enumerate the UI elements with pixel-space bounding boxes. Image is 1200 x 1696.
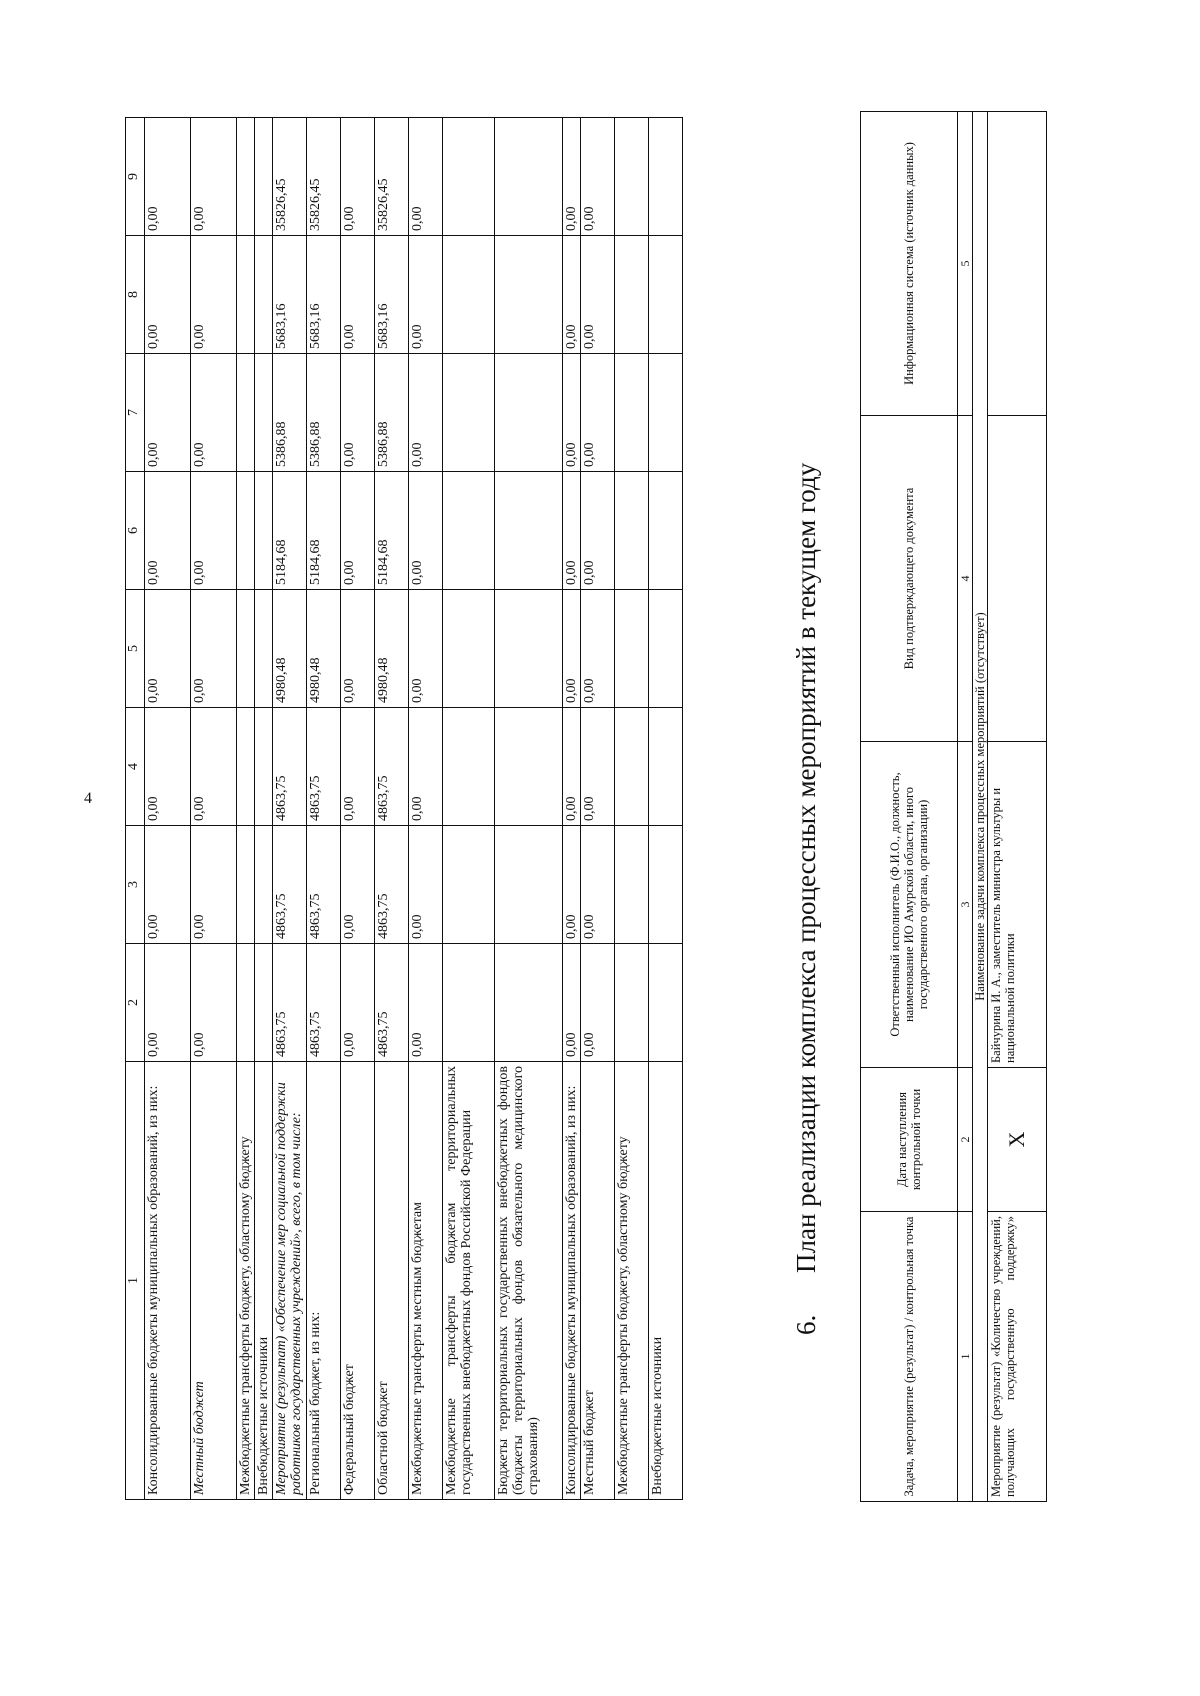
value-cell: 35826,45 — [307, 118, 341, 236]
value-cell — [495, 236, 563, 354]
table-row — [563, 118, 581, 1500]
column-header: 2 — [126, 944, 145, 1062]
value-cell — [615, 472, 649, 590]
value-cell — [495, 590, 563, 708]
budget-table-container — [125, 117, 683, 1500]
responsible-cell: Байчурина И. А., заместитель министра культуры и национальной политики — [988, 742, 1047, 1068]
value-cell — [255, 944, 273, 1062]
page-number: 4 — [84, 790, 92, 807]
column-index: 2 — [958, 1068, 973, 1212]
value-cell — [615, 118, 649, 236]
value-cell: 0,00 — [191, 590, 237, 708]
value-cell — [443, 236, 495, 354]
value-cell: 0,00 — [191, 354, 237, 472]
value-cell — [615, 826, 649, 944]
value-cell — [237, 472, 255, 590]
value-cell — [649, 354, 683, 472]
plan-index-row — [958, 112, 973, 1502]
table-row — [237, 118, 255, 1500]
row-label: Внебюджетные источники — [255, 1062, 273, 1500]
column-index: 4 — [958, 416, 973, 742]
value-cell: 0,00 — [191, 118, 237, 236]
value-cell: 0,00 — [191, 826, 237, 944]
column-header: 7 — [126, 354, 145, 472]
value-cell: 0,00 — [563, 118, 581, 236]
value-cell: 5683,16 — [273, 236, 307, 354]
budget-table — [125, 117, 683, 1500]
row-label: Бюджеты территориальных государственных внебюджетных фондов (бюджеты территориальных фондов обязательного медицинского страхования) — [495, 1062, 563, 1500]
row-label: Местный бюджет — [191, 1062, 237, 1500]
table-row — [273, 118, 307, 1500]
section-heading — [790, 235, 822, 1335]
value-cell: 0,00 — [581, 472, 615, 590]
value-cell: 0,00 — [145, 708, 191, 826]
value-cell: 0,00 — [563, 236, 581, 354]
value-cell: 35826,45 — [375, 118, 409, 236]
table-row — [581, 118, 615, 1500]
value-cell — [443, 354, 495, 472]
table-row — [409, 118, 443, 1500]
value-cell — [443, 708, 495, 826]
value-cell: 0,00 — [191, 944, 237, 1062]
value-cell — [237, 118, 255, 236]
table-row — [307, 118, 341, 1500]
value-cell — [495, 826, 563, 944]
value-cell — [443, 472, 495, 590]
value-cell — [255, 472, 273, 590]
row-label: Межбюджетные трансферты бюджету, областному бюджету — [237, 1062, 255, 1500]
section-number: 6. — [791, 1314, 821, 1335]
value-cell: 0,00 — [145, 826, 191, 944]
row-label: Региональный бюджет, из них: — [307, 1062, 341, 1500]
value-cell — [495, 118, 563, 236]
value-cell: 4863,75 — [273, 708, 307, 826]
value-cell — [443, 944, 495, 1062]
value-cell: 4863,75 — [307, 826, 341, 944]
value-cell — [649, 944, 683, 1062]
task-cell: Мероприятие (результат) «Количество учреждений, получающих государственную поддержку» — [988, 1212, 1047, 1502]
row-label: Областной бюджет — [375, 1062, 409, 1500]
value-cell: 4980,48 — [375, 590, 409, 708]
value-cell: 0,00 — [409, 826, 443, 944]
value-cell: 0,00 — [409, 236, 443, 354]
row-label: Местный бюджет — [581, 1062, 615, 1500]
plan-data-row — [988, 112, 1047, 1502]
value-cell: 0,00 — [409, 590, 443, 708]
document-cell — [988, 416, 1047, 742]
value-cell — [443, 590, 495, 708]
value-cell — [615, 236, 649, 354]
value-cell — [615, 708, 649, 826]
value-cell: 0,00 — [341, 826, 375, 944]
task-name-merged-cell: Наименование задачи комплекса процессных мероприятий (отсутствует) — [973, 112, 988, 1502]
value-cell: 4863,75 — [375, 944, 409, 1062]
value-cell — [255, 354, 273, 472]
value-cell: 0,00 — [341, 118, 375, 236]
value-cell: 0,00 — [191, 708, 237, 826]
table-row — [615, 118, 649, 1500]
value-cell: 0,00 — [581, 826, 615, 944]
value-cell: 5386,88 — [307, 354, 341, 472]
value-cell — [255, 708, 273, 826]
table-row — [341, 118, 375, 1500]
value-cell — [237, 944, 255, 1062]
value-cell: 0,00 — [145, 236, 191, 354]
table-row — [191, 118, 237, 1500]
plan-task-name-row — [973, 112, 988, 1502]
column-index: 1 — [958, 1212, 973, 1502]
plan-table-container — [860, 112, 1047, 1502]
value-cell: 0,00 — [581, 118, 615, 236]
value-cell: 0,00 — [581, 354, 615, 472]
value-cell: 0,00 — [341, 472, 375, 590]
value-cell: 35826,45 — [273, 118, 307, 236]
column-header: 8 — [126, 236, 145, 354]
value-cell: 4863,75 — [273, 826, 307, 944]
value-cell: 5683,16 — [307, 236, 341, 354]
value-cell: 4980,48 — [273, 590, 307, 708]
value-cell — [649, 118, 683, 236]
value-cell: 4863,75 — [273, 944, 307, 1062]
value-cell — [237, 826, 255, 944]
column-header: 4 — [126, 708, 145, 826]
value-cell: 0,00 — [563, 944, 581, 1062]
value-cell: 0,00 — [409, 472, 443, 590]
section-title: План реализации комплекса процессных мероприятий в текущем году — [791, 462, 821, 1273]
value-cell — [649, 472, 683, 590]
value-cell: 0,00 — [145, 472, 191, 590]
table-row — [649, 118, 683, 1500]
value-cell: 0,00 — [581, 708, 615, 826]
value-cell: 0,00 — [145, 944, 191, 1062]
value-cell — [255, 118, 273, 236]
value-cell: 0,00 — [409, 944, 443, 1062]
column-header: 1 — [126, 1062, 145, 1500]
value-cell — [237, 708, 255, 826]
plan-header-row — [861, 112, 958, 1502]
row-label: Межбюджетные трансферты бюджету, областному бюджету — [615, 1062, 649, 1500]
value-cell: 5184,68 — [375, 472, 409, 590]
value-cell: 0,00 — [581, 236, 615, 354]
value-cell: 4863,75 — [307, 944, 341, 1062]
row-label: Межбюджетные трансферты местным бюджетам — [409, 1062, 443, 1500]
row-label: Внебюджетные источники — [649, 1062, 683, 1500]
column-index: 5 — [958, 112, 973, 416]
budget-header-row — [126, 118, 145, 1500]
value-cell: 5386,88 — [375, 354, 409, 472]
value-cell: 0,00 — [563, 472, 581, 590]
value-cell: 0,00 — [563, 590, 581, 708]
value-cell: 0,00 — [145, 590, 191, 708]
value-cell: 0,00 — [563, 826, 581, 944]
value-cell: 0,00 — [581, 590, 615, 708]
value-cell — [255, 826, 273, 944]
value-cell: 0,00 — [341, 236, 375, 354]
column-header: 6 — [126, 472, 145, 590]
column-header-date: Дата наступления контрольной точки — [861, 1068, 958, 1212]
value-cell — [495, 708, 563, 826]
value-cell: 0,00 — [145, 354, 191, 472]
value-cell: 0,00 — [409, 354, 443, 472]
value-cell — [495, 472, 563, 590]
value-cell — [615, 944, 649, 1062]
value-cell — [443, 118, 495, 236]
plan-table — [860, 111, 1047, 1502]
value-cell: 5683,16 — [375, 236, 409, 354]
value-cell — [495, 944, 563, 1062]
column-header-task: Задача, мероприятие (результат) / контрольная точка — [861, 1212, 958, 1502]
value-cell: 4863,75 — [375, 708, 409, 826]
value-cell: 0,00 — [341, 590, 375, 708]
row-label: Мероприятие (результат) «Обеспечение мер социальной поддержки работников государственных учреждений», всего, в том числе: — [273, 1062, 307, 1500]
value-cell: 0,00 — [563, 354, 581, 472]
value-cell — [255, 236, 273, 354]
value-cell: 0,00 — [341, 944, 375, 1062]
value-cell — [495, 354, 563, 472]
system-cell — [988, 112, 1047, 416]
value-cell: 0,00 — [581, 944, 615, 1062]
value-cell — [255, 590, 273, 708]
value-cell — [615, 590, 649, 708]
value-cell: 0,00 — [409, 118, 443, 236]
value-cell: 4863,75 — [307, 708, 341, 826]
value-cell — [649, 826, 683, 944]
value-cell: 5386,88 — [273, 354, 307, 472]
column-header-responsible: Ответственный исполнитель (Ф.И.О., должность, наименование ИО Амурской области, иного государственного органа, организации) — [861, 742, 958, 1068]
row-label: Федеральный бюджет — [341, 1062, 375, 1500]
value-cell: 0,00 — [341, 708, 375, 826]
value-cell — [443, 826, 495, 944]
value-cell: 0,00 — [191, 472, 237, 590]
column-header: 5 — [126, 590, 145, 708]
value-cell: 0,00 — [409, 708, 443, 826]
table-row — [375, 118, 409, 1500]
table-row — [443, 118, 495, 1500]
value-cell — [237, 236, 255, 354]
table-row — [255, 118, 273, 1500]
value-cell — [649, 708, 683, 826]
value-cell — [237, 590, 255, 708]
value-cell — [615, 354, 649, 472]
value-cell: 0,00 — [563, 708, 581, 826]
column-header: 9 — [126, 118, 145, 236]
value-cell — [649, 236, 683, 354]
value-cell: 0,00 — [191, 236, 237, 354]
row-label: Консолидированные бюджеты муниципальных образований, из них: — [563, 1062, 581, 1500]
table-row — [145, 118, 191, 1500]
value-cell: 4863,75 — [375, 826, 409, 944]
column-header-system: Информационная система (источник данных) — [861, 112, 958, 416]
column-header-document: Вид подтверждающего документа — [861, 416, 958, 742]
value-cell — [649, 590, 683, 708]
value-cell: 4980,48 — [307, 590, 341, 708]
table-row — [495, 118, 563, 1500]
row-label: Межбюджетные трансферты бюджетам территориальных государственных внебюджетных фондов Российской Федерации — [443, 1062, 495, 1500]
column-header: 3 — [126, 826, 145, 944]
value-cell: 5184,68 — [307, 472, 341, 590]
column-index: 3 — [958, 742, 973, 1068]
value-cell: 5184,68 — [273, 472, 307, 590]
value-cell — [237, 354, 255, 472]
value-cell: 0,00 — [341, 354, 375, 472]
date-cell: X — [988, 1068, 1047, 1212]
row-label: Консолидированные бюджеты муниципальных образований, из них: — [145, 1062, 191, 1500]
value-cell: 0,00 — [145, 118, 191, 236]
